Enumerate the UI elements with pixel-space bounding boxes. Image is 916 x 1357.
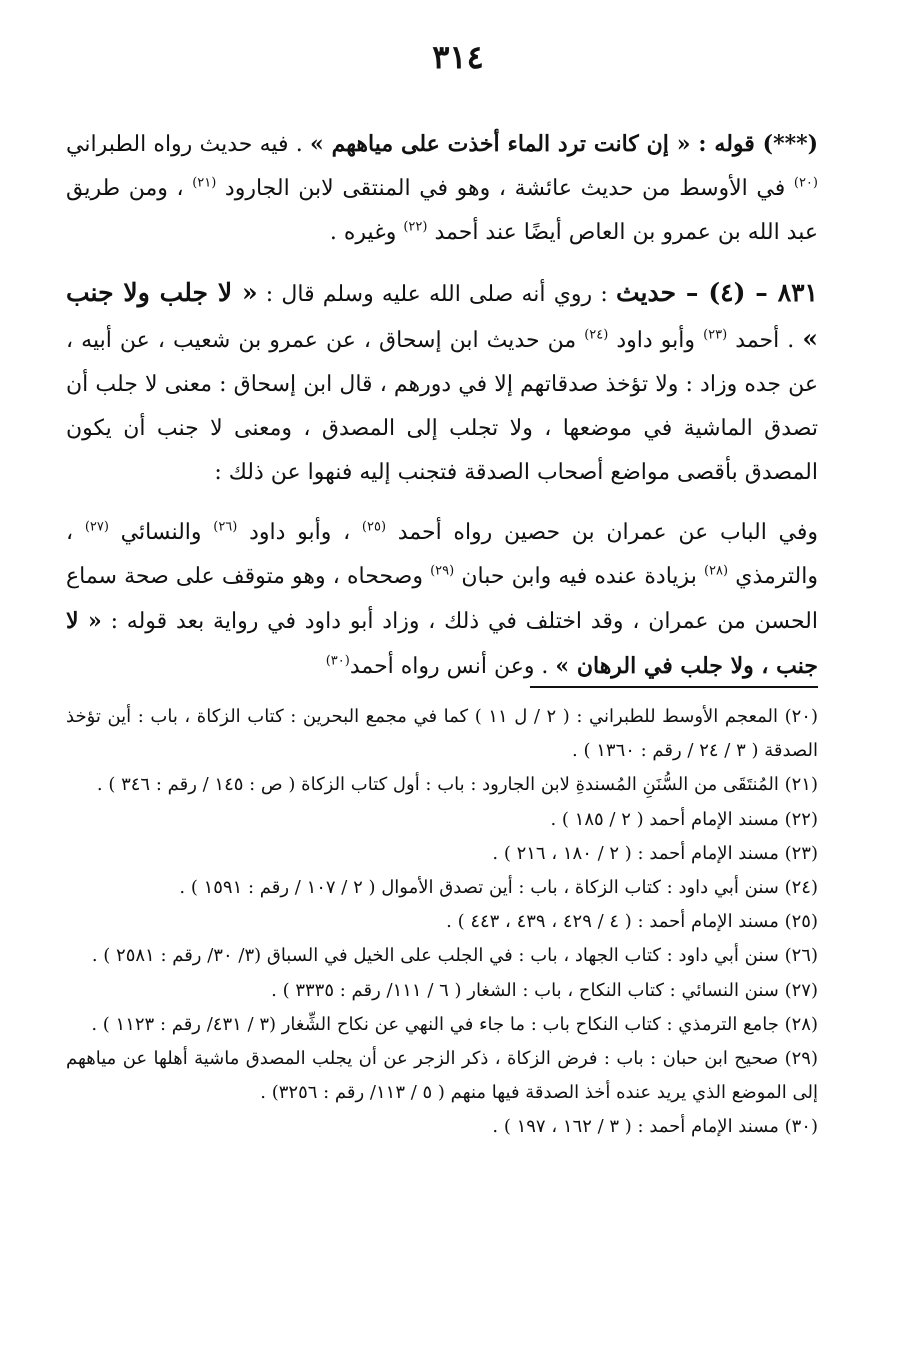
text-span: من حديث ابن إسحاق ، عن عمرو بن شعيب ، عن أبيه ، عن جده وزاد : ولا تؤخذ صدقاتهم إلا في دورهم ، قال ابن إسحاق : معنى لا جلب أن تصدق الماشية في موضعها ، ولا تجلب إلى المصدق ، ومعنى لا جنب أن يكون المصدق بأقصى مواضع أصحاب الصدقة فتجنب إليه فنهوا عن ذلك : bbox=[66, 328, 818, 485]
footnote-marker: (٢٨) bbox=[703, 563, 729, 579]
text-span: في الأوسط من حديث عائشة ، وهو في المنتقى لابن الجارود bbox=[216, 176, 794, 201]
footnote-divider bbox=[530, 686, 818, 688]
footnote-marker: (٢٦) bbox=[213, 519, 238, 535]
text-span: وصححاه ، وهو متوقف على صحة سماع الحسن من عمران ، وقد اختلف في ذلك ، وزاد أبو داود في رواية بعد قوله : bbox=[66, 564, 818, 634]
text-span: والنسائي bbox=[108, 520, 214, 545]
text-span: ، والترمذي bbox=[66, 520, 819, 589]
footnote-marker: (٣٠) bbox=[325, 653, 350, 669]
footnote: (٢٤) سنن أبي داود : كتاب الزكاة ، باب : أين تصدق الأموال ( ٢ / ١٠٧ / رقم : ١٥٩١ ) . bbox=[179, 877, 818, 899]
text-span: . فيه حديث رواه الطبراني bbox=[66, 132, 310, 157]
bold-text: ٨٣١ – (٤) – حديث bbox=[615, 278, 818, 307]
footnote: (٢٧) سنن النسائي : كتاب النكاح ، باب : الشغار ( ٦ / ١١١/ رقم : ٣٣٣٥ ) . bbox=[271, 979, 818, 1001]
text-span: وغيره . bbox=[329, 220, 404, 245]
text-span: : روي أنه صلى الله عليه وسلم قال : bbox=[257, 282, 616, 307]
text-span: وفي الباب عن عمران بن حصين رواه أحمد bbox=[386, 520, 818, 545]
footnote-marker: (٢٤) bbox=[584, 327, 609, 343]
text-span: ، ومن طريق عبد الله بن عمرو بن العاص أيضًا عند أحمد bbox=[66, 176, 818, 245]
footnote: (٢٣) مسند الإمام أحمد : ( ٢ / ١٨٠ ، ٢١٦ ) . bbox=[492, 842, 818, 864]
footnote: (٢١) المُنتَقَى من السُّنَنِ المُسندةِ لابن الجارود : باب : أول كتاب الزكاة ( ص : ١٤٥ / رقم : ٣٤٦ ) . bbox=[96, 774, 818, 796]
footnote-marker: (٢٢) bbox=[403, 219, 428, 235]
text-span: . أحمد bbox=[727, 328, 803, 353]
footnote-marker: (٢٥) bbox=[361, 519, 387, 535]
footnote-marker: (٢٠) bbox=[793, 175, 818, 191]
text-span: ، وأبو داود bbox=[237, 520, 362, 545]
text-span: بزيادة عنده فيه وابن حبان bbox=[454, 564, 704, 589]
text-span: . وعن أنس رواه أحمد bbox=[349, 654, 556, 679]
paragraph bbox=[66, 122, 818, 255]
text-span: وأبو داود bbox=[608, 328, 704, 353]
paragraph bbox=[66, 271, 818, 495]
footnote: (٢٦) سنن أبي داود : كتاب الجهاد ، باب : في الجلب على الخيل في السباق (٣/ ٣٠/ رقم : ٢٥٨١ ) . bbox=[91, 945, 818, 967]
bold-text: « لا جلب ولا جنب » bbox=[66, 278, 818, 353]
footnote-marker: (٢٣) bbox=[703, 327, 728, 343]
footnote: (٢٩) صحيح ابن حبان : باب : فرض الزكاة ، ذكر الزجر عن أن يجلب المصدق ماشية أهلها عن مياههم إلى الموضع الذي يريد عنده أخذ الصدقة فيها منهم ( ٥ / ١١٣/ رقم : ٣٢٥٦) . bbox=[66, 1048, 818, 1104]
footnote: (٢٢) مسند الإمام أحمد ( ٢ / ١٨٥ ) . bbox=[550, 808, 818, 830]
main-text bbox=[66, 122, 818, 689]
footnote: (٢٨) جامع الترمذي : كتاب النكاح باب : ما جاء في النهي عن نكاح الشِّغار (٣ / ٤٣١/ رقم : ١١٢٣ ) . bbox=[91, 1013, 818, 1035]
footnote-marker: (٢٧) bbox=[84, 519, 109, 535]
bold-text: « لا جنب ، ولا جلب في الرهان » bbox=[66, 608, 818, 679]
footnote: (٣٠) مسند الإمام أحمد : ( ٣ / ١٦٢ ، ١٩٧ ) . bbox=[492, 1116, 818, 1138]
footnote: (٢٥) مسند الإمام أحمد : ( ٤ / ٤٢٩ ، ٤٣٩ ، ٤٤٣ ) . bbox=[446, 911, 818, 933]
footnote: (٢٠) المعجم الأوسط للطبراني : ( ٢ / ل ١١ ) كما في مجمع البحرين : كتاب الزكاة ، باب : أين تؤخذ الصدقة ( ٣ / ٢٤ / رقم : ١٣٦٠ ) . bbox=[66, 706, 819, 762]
page-number: ٣١٤ bbox=[432, 38, 484, 76]
footnote-marker: (٢١) bbox=[192, 175, 217, 191]
paragraph bbox=[66, 511, 818, 689]
footnote-marker: (٢٩) bbox=[430, 563, 455, 579]
footnotes bbox=[66, 700, 818, 1145]
bold-text: (***) قوله : « إن كانت ترد الماء أخذت على مياههم » bbox=[309, 131, 819, 157]
